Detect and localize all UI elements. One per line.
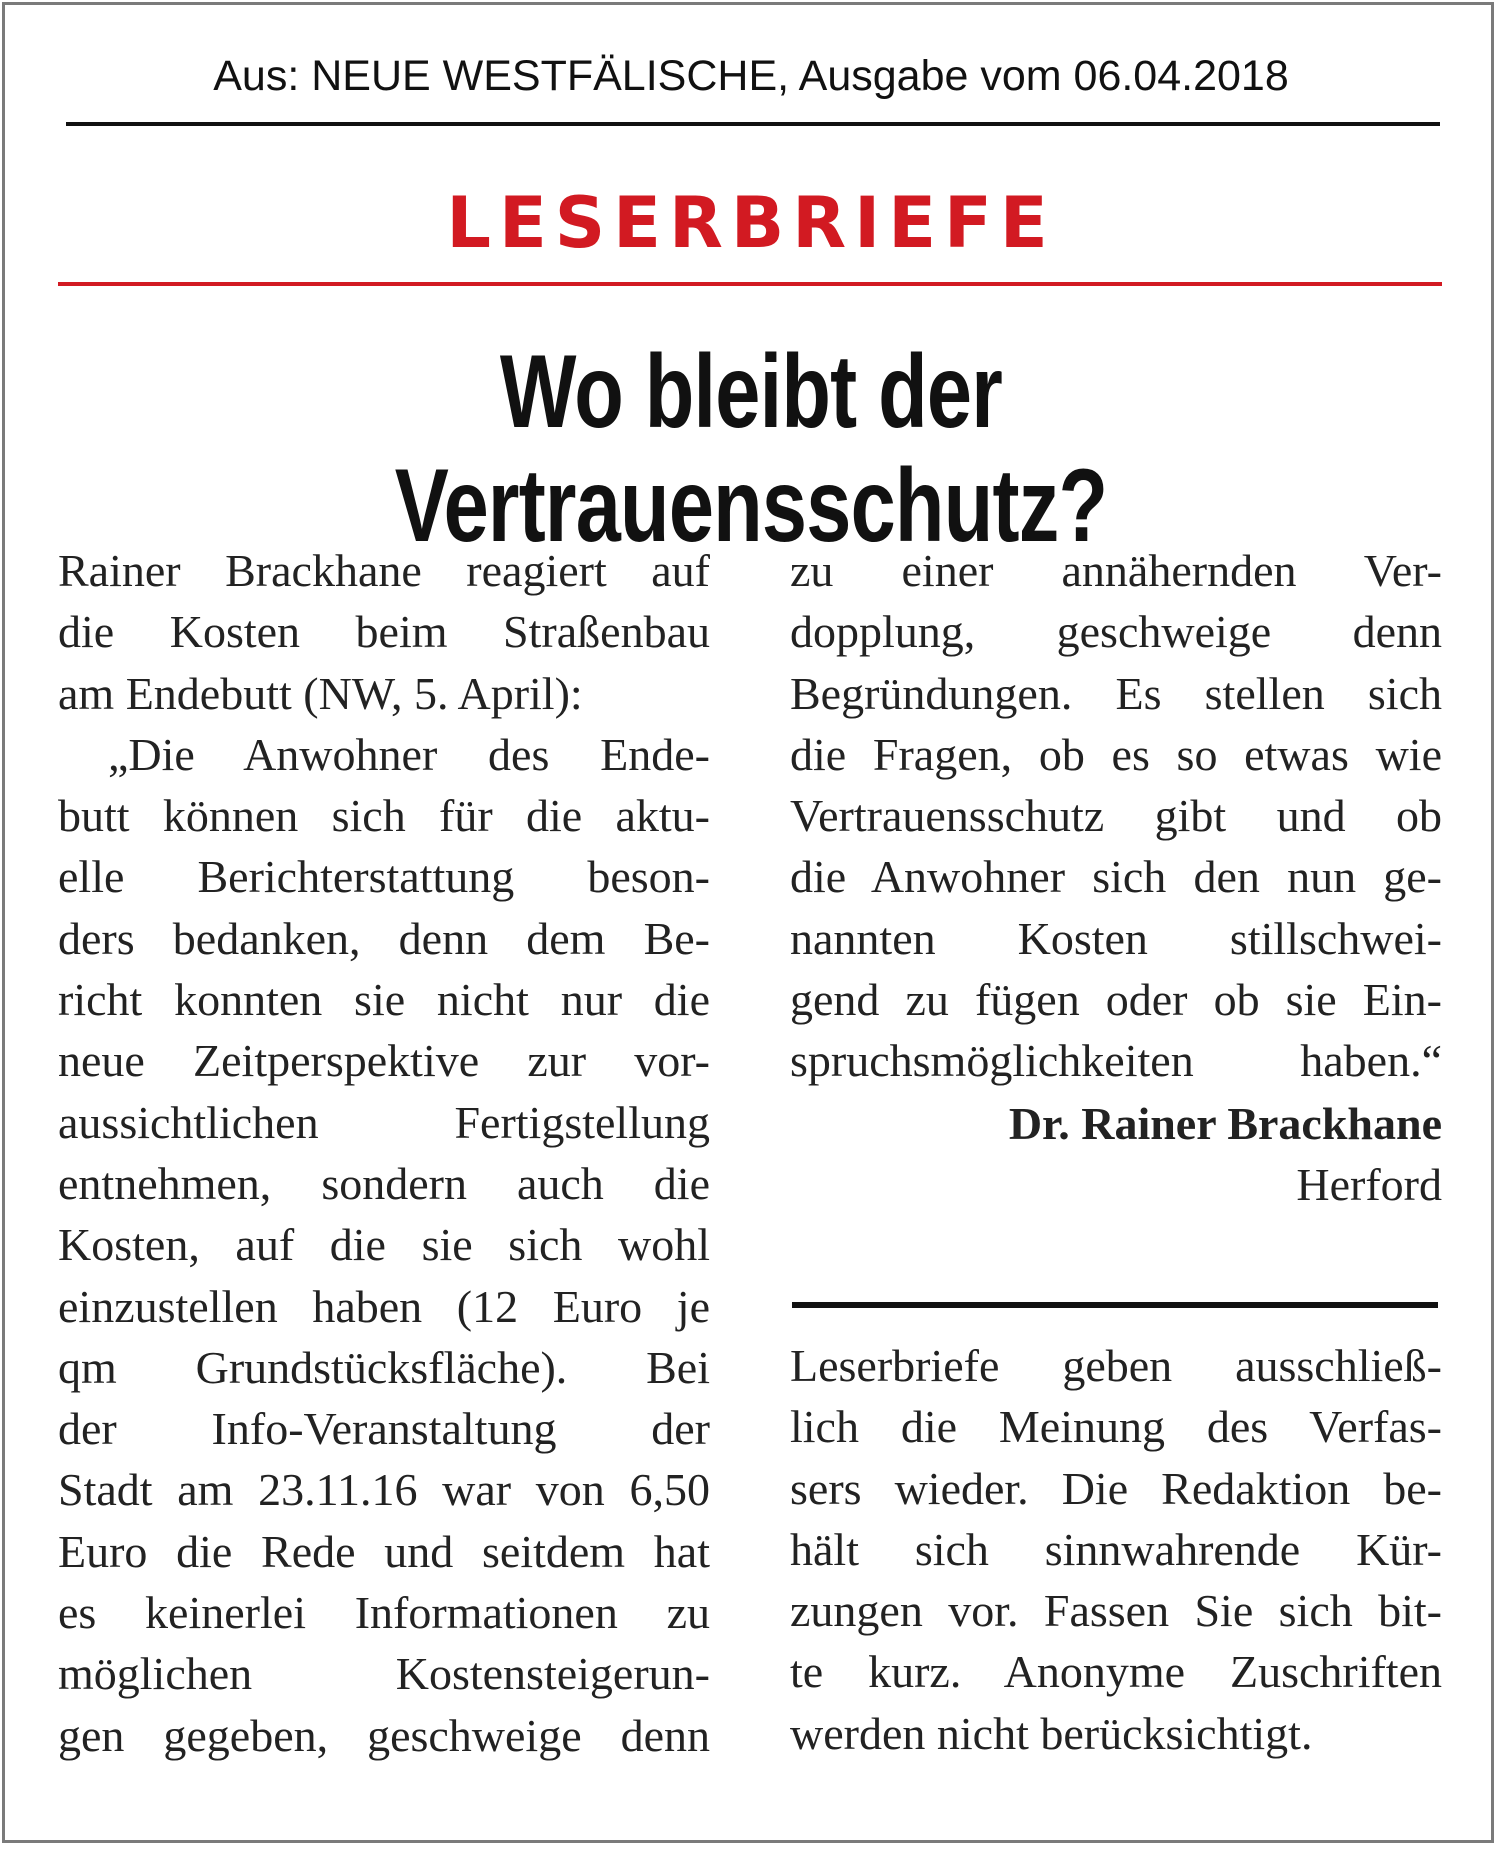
top-divider [66, 122, 1440, 126]
text-line: zu einer annähernden Ver- [790, 545, 1442, 596]
text-line: neue Zeitperspektive zur vor- [58, 1035, 710, 1087]
text-line: spruchsmöglichkeiten haben.“ [790, 1035, 1442, 1087]
source-line: Aus: NEUE WESTFÄLISCHE, Ausgabe vom 06.04.2018 [213, 52, 1289, 100]
disclaimer-line: hält sich sinnwahrende Kür- [790, 1523, 1442, 1575]
text-line: möglichen Kostensteigerun- [58, 1648, 710, 1700]
text-line: Rainer Brackhane reagiert auf [58, 545, 710, 596]
text-line: die Kosten beim Straßenbau [58, 606, 710, 658]
text-line: die Fragen, ob es so etwas wie [790, 728, 1442, 780]
text-line: es keinerlei Informationen zu [58, 1587, 710, 1639]
disclaimer-line: sers wieder. Die Redaktion be- [790, 1462, 1442, 1514]
disclaimer-line: zungen vor. Fassen Sie sich bit- [790, 1585, 1442, 1637]
text-line: qm Grundstücksfläche). Bei [58, 1341, 710, 1393]
text-line: elle Berichterstattung beson- [58, 851, 710, 903]
text-line: richt konnten sie nicht nur die [58, 974, 710, 1026]
section-title: LESERBRIEFE [446, 182, 1056, 264]
letter-column-right [790, 540, 1442, 1092]
disclaimer-line: lich die Meinung des Verfas- [790, 1401, 1442, 1453]
text-line: einzustellen haben (12 Euro je [58, 1280, 710, 1332]
disclaimer-line: te kurz. Anonyme Zuschriften [790, 1646, 1442, 1698]
text-line: Euro die Rede und seitdem hat [58, 1525, 710, 1577]
section-divider [58, 282, 1442, 286]
text-line: aussichtlichen Fertigstellung [58, 1096, 710, 1148]
text-line: nannten Kosten stillschwei- [790, 912, 1442, 964]
disclaimer-divider [792, 1302, 1438, 1308]
author-city: Herford [1296, 1159, 1442, 1210]
text-line: dopplung, geschweige denn [790, 606, 1442, 658]
disclaimer [790, 1335, 1442, 1764]
text-line: entnehmen, sondern auch die [58, 1157, 710, 1209]
text-line: Begründungen. Es stellen sich [790, 667, 1442, 719]
text-line: gen gegeben, geschweige denn [58, 1709, 710, 1761]
text-line: die Anwohner sich den nun ge- [790, 851, 1442, 903]
text-line: Vertrauensschutz gibt und ob [790, 790, 1442, 842]
text-line: „Die Anwohner des Ende- [108, 728, 710, 780]
author-name: Dr. Rainer Brackhane [1008, 1098, 1442, 1149]
headline: Wo bleibt der Vertrauensschutz? [394, 334, 1108, 565]
text-line: butt können sich für die aktu- [58, 790, 710, 842]
text-line: Stadt am 23.11.16 war von 6,50 [58, 1464, 710, 1516]
text-line: der Info-Veranstaltung der [58, 1403, 710, 1455]
disclaimer-line: werden nicht berücksichtigt. [790, 1707, 1313, 1759]
text-line: am Endebutt (NW, 5. April): [58, 667, 583, 719]
text-line: ders bedanken, denn dem Be- [58, 912, 710, 964]
text-line: gend zu fügen oder ob sie Ein- [790, 974, 1442, 1026]
letter-column-left [58, 540, 710, 1766]
disclaimer-line: Leserbriefe geben ausschließ- [790, 1340, 1442, 1391]
text-line: Kosten, auf die sie sich wohl [58, 1219, 710, 1271]
